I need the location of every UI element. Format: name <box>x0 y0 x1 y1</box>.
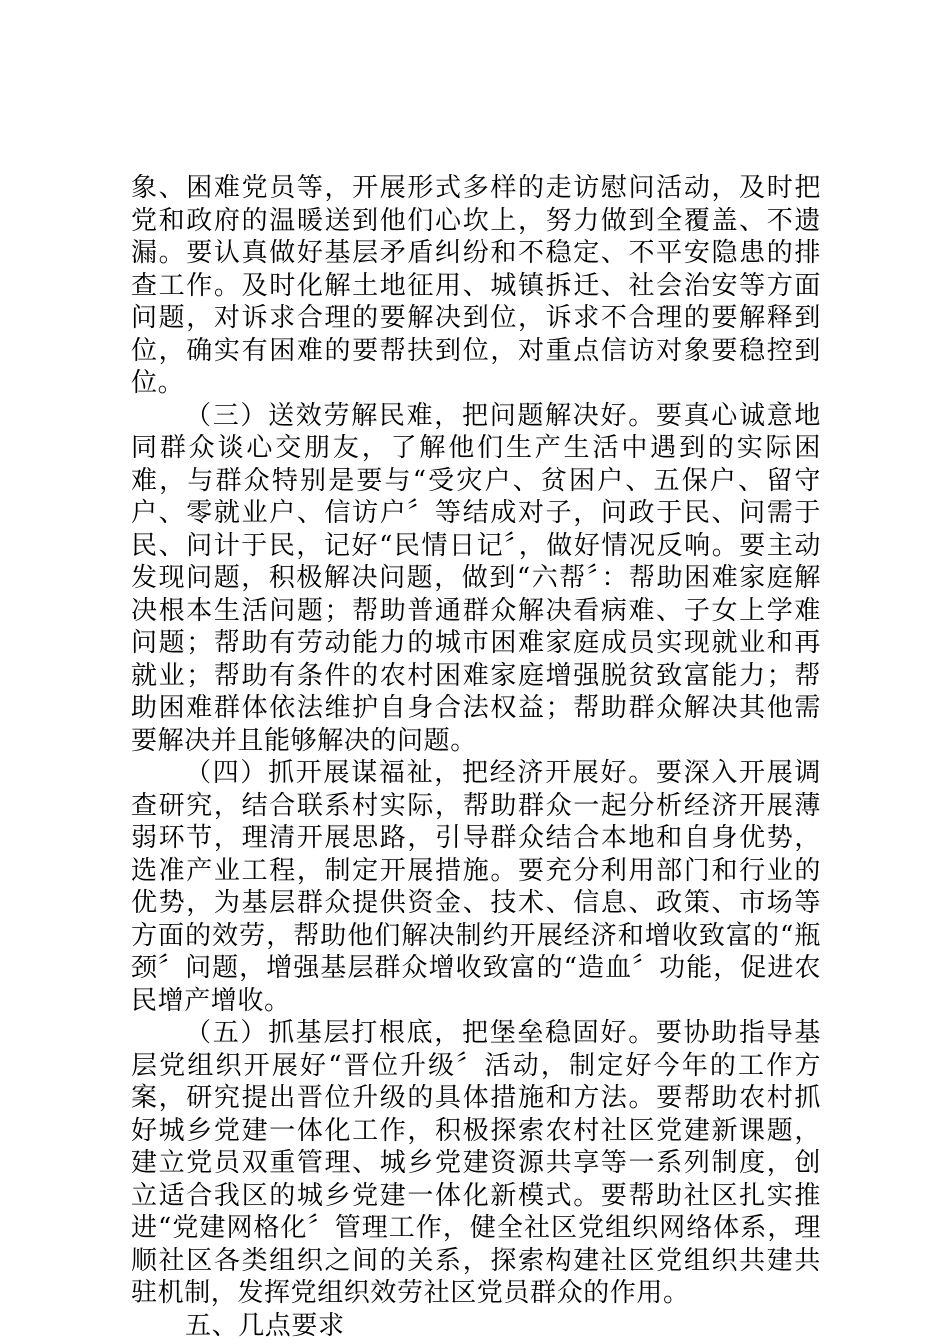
paragraph-section-5: （五）抓基层打根底，把堡垒稳固好。要协助指导基层党组织开展好“晋位升级〞活动，制定好今年的工作方案，研究提出晋位升级的具体措施和方法。要帮助农村抓好城乡党建一体化工作，积极探索农村社区党建新课题，建立党员双重管理、城乡党建资源共享等一系列制度，创立适合我区的城乡党建一体化新模式。要帮助社区扎实推进“党建网格化〞管理工作，健全社区党组织网络体系，理顺社区各类组织之间的关系，探索构建社区党组织共建共驻机制，发挥党组织效劳社区党员群众的作用。 <box>131 1018 821 1308</box>
paragraph-section-4: （四）抓开展谋福祉，把经济开展好。要深入开展调查研究，结合联系村实际，帮助群众一起分析经济开展薄弱环节，理清开展思路，引导群众结合本地和自身优势，选准产业工程，制定开展措施。要充分利用部门和行业的优势，为基层群众提供资金、技术、信息、政策、市场等方面的效劳，帮助他们解决制约开展经济和增收致富的“瓶颈〞问题，增强基层群众增收致富的“造血〞功能，促进农民增产增收。 <box>131 758 821 1016</box>
paragraph-section-3: （三）送效劳解民难，把问题解决好。要真心诚意地同群众谈心交朋友，了解他们生产生活中遇到的实际困难，与群众特别是要与“受灾户、贫困户、五保户、留守户、零就业户、信访户〞等结成对子，问政于民、问需于民、问计于民，记好“民情日记〞，做好情况反响。要主动发现问题，积极解决问题，做到“六帮〞：帮助困难家庭解决根本生活问题；帮助普通群众解决看病难、子女上学难问题；帮助有劳动能力的城市困难家庭成员实现就业和再就业；帮助有条件的农村困难家庭增强脱贫致富能力；帮助困难群体依法维护自身合法权益；帮助群众解决其他需要解决并且能够解决的问题。 <box>131 400 821 756</box>
document-body <box>131 172 821 1342</box>
section-heading: 五、几点要求 <box>185 1310 345 1341</box>
paragraph-continuation: 象、困难党员等，开展形式多样的走访慰问活动，及时把党和政府的温暖送到他们心坎上，努力做到全覆盖、不遗漏。要认真做好基层矛盾纠纷和不稳定、不平安隐患的排查工作。及时化解土地征用、城镇拆迁、社会治安等方面问题，对诉求合理的要解决到位，诉求不合理的要解释到位，确实有困难的要帮扶到位，对重点信访对象要稳控到位。 <box>131 173 821 398</box>
